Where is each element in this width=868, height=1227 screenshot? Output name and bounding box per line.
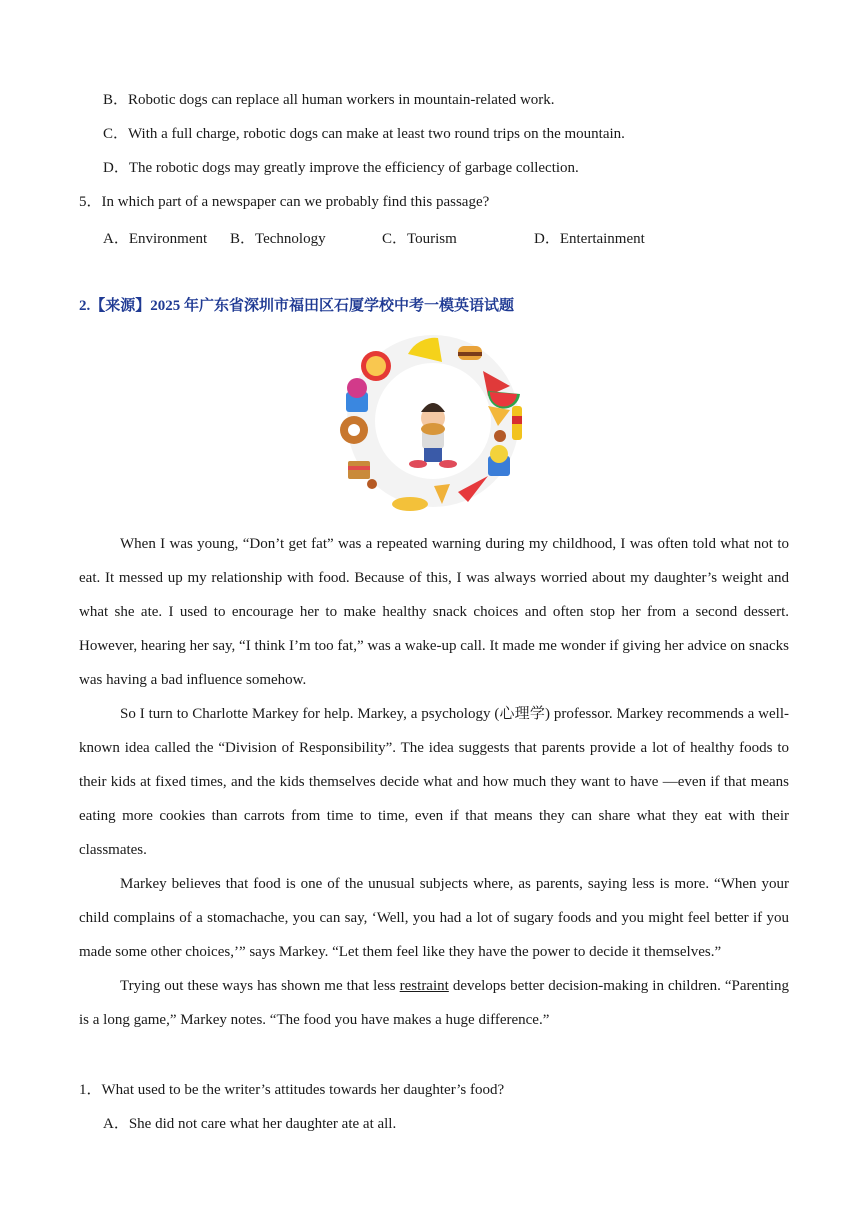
- food-ring-illustration: [338, 326, 528, 516]
- option-b: B．Robotic dogs can replace all human workers in mountain-related work.: [103, 92, 555, 108]
- option-d: D．The robotic dogs may greatly improve the efficiency of garbage collection.: [103, 160, 579, 176]
- q5-option-d: D．Entertainment: [534, 231, 645, 247]
- q5-option-c: C．Tourism: [382, 231, 457, 247]
- passage-paragraph-2: So I turn to Charlotte Markey for help. Markey, a psychology (心理学) professor. Markey recommends a well-known idea called the “Division of Responsibility”. The idea suggests that parents provide a lot of healthy foods to their kids at fixed times, and the kids themselves decide what and how much they want to have —even if that means eating more cookies than carrots from time to time, even if that means they can share what they eat with their classmates.: [79, 706, 789, 858]
- paragraph-4-text-start: Trying out these ways has shown me that less: [120, 978, 400, 994]
- passage-paragraph-4: [79, 969, 789, 1037]
- question-1: 1．What used to be the writer’s attitudes towards her daughter’s food?: [79, 1082, 505, 1098]
- question-5-options: [103, 227, 703, 247]
- paragraph-4-text-end: develops better decision-making in children. “Parenting is a long game,” Markey notes. “The food you have makes a huge difference.”: [79, 978, 789, 1028]
- q5-option-a: A．Environment: [103, 231, 208, 247]
- question-1-option-a: A．She did not care what her daughter ate at all.: [103, 1116, 397, 1132]
- q5-option-b: B．Technology: [230, 231, 326, 247]
- passage-paragraph-1: When I was young, “Don’t get fat” was a repeated warning during my childhood, I was often told what not to eat. It messed up my relationship with food. Because of this, I was always worried about my daughter’s weight and what she ate. I used to encourage her to make healthy snack choices and often stop her from a second dessert. However, hearing her say, “I think I’m too fat,” was a wake-up call. It made me wonder if giving her advice on snacks was having a bad influence somehow.: [79, 536, 789, 688]
- section-source-heading: 2.【来源】2025 年广东省深圳市福田区石厦学校中考一模英语试题: [79, 298, 515, 314]
- question-5: 5．In which part of a newspaper can we probably find this passage?: [79, 194, 490, 210]
- passage-paragraph-3: Markey believes that food is one of the unusual subjects where, as parents, saying less is more. “When your child complains of a stomachache, you can say, ‘Well, you had a lot of sugary foods and you might feel better if you made some other choices,’” says Markey. “Let them feel like they have the power to decide it themselves.”: [79, 876, 789, 960]
- option-c: C．With a full charge, robotic dogs can make at least two round trips on the mountain.: [103, 126, 625, 142]
- underlined-word-restraint: restraint: [399, 978, 449, 994]
